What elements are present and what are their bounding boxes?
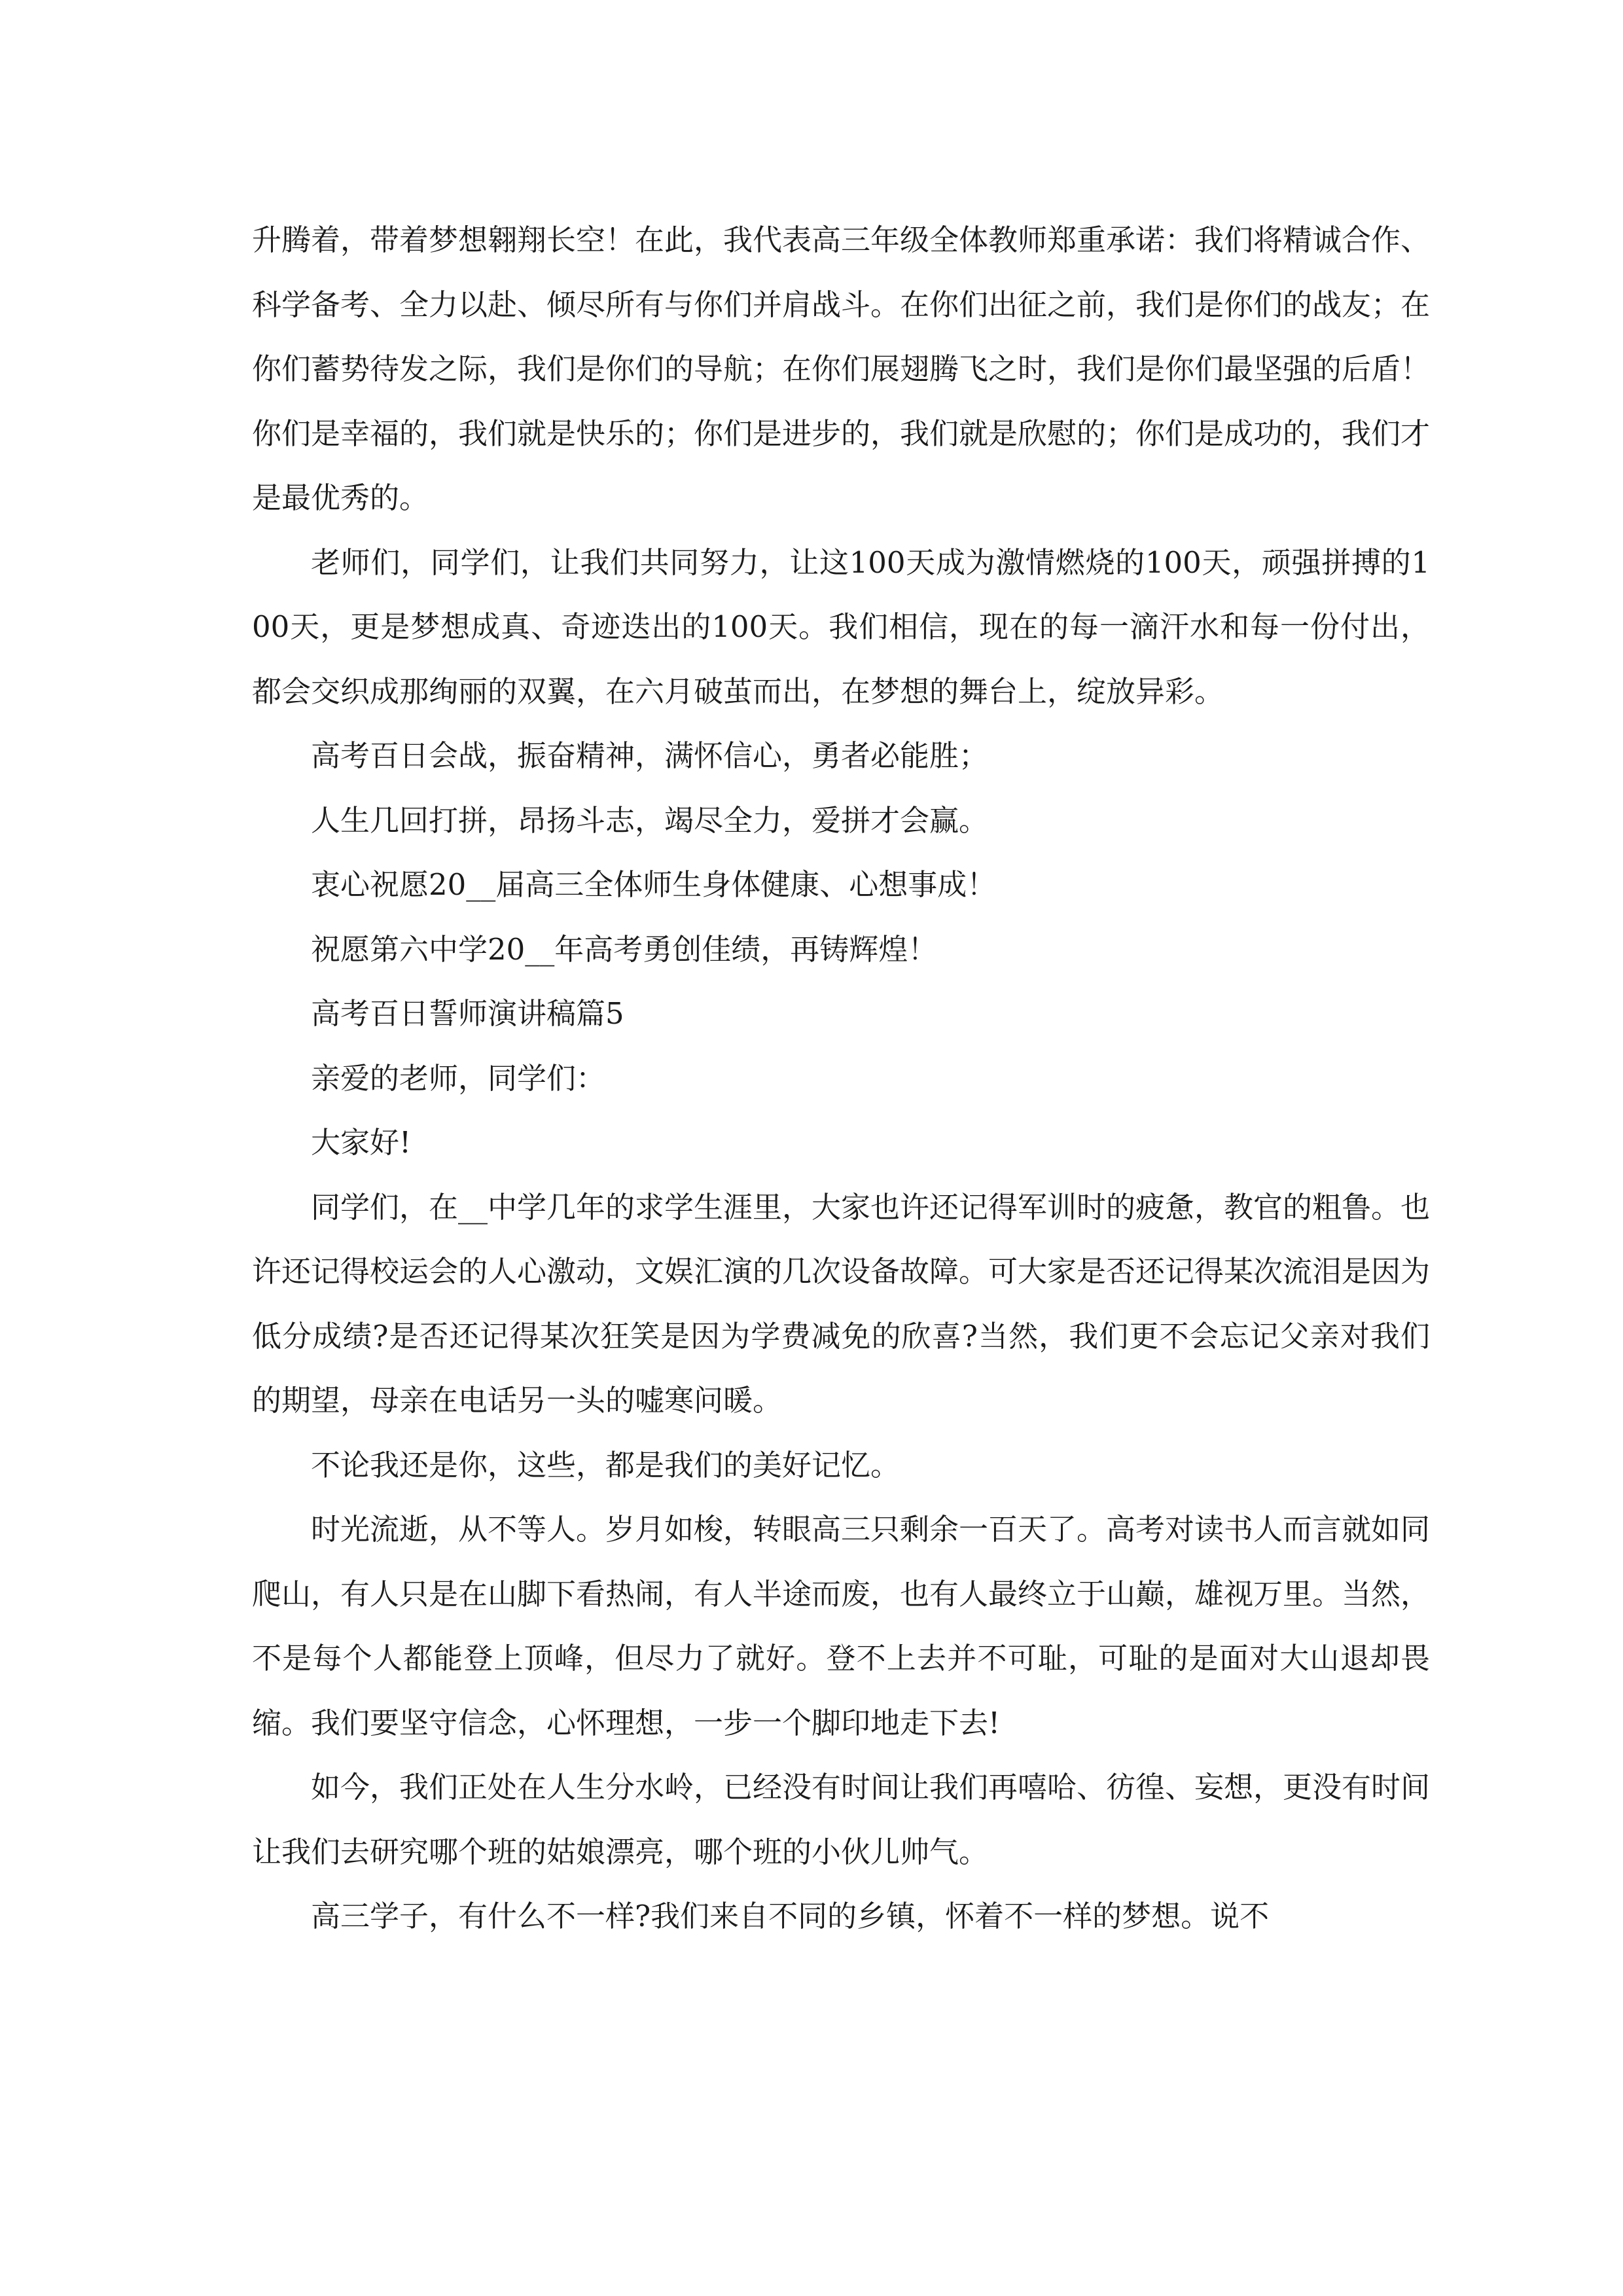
paragraph-2: 老师们，同学们，让我们共同努力，让这100天成为激情燃烧的100天，顽强拼搏的100天，更是梦想成真、奇迹迭出的100天。我们相信，现在的每一滴汗水和每一份付出，都会交织成那绚丽的双翼，在六月破茧而出，在梦想的舞台上，绽放异彩。 (252, 545, 1430, 709)
salutation: 亲爱的老师，同学们： (311, 1060, 606, 1096)
section-title: 高考百日誓师演讲稿篇5 (311, 996, 624, 1031)
paragraph-watershed: 如今，我们正处在人生分水岭，已经没有时间让我们再嘻哈、彷徨、妄想，更没有时间让我们去研究哪个班的姑娘漂亮，哪个班的小伙儿帅气。 (252, 1770, 1431, 1869)
wish-line-2: 祝愿第六中学20__年高考勇创佳绩，再铸辉煌！ (311, 931, 938, 967)
paragraph-time: 时光流逝，从不等人。岁月如梭，转眼高三只剩余一百天了。高考对读书人而言就如同爬山，有人只是在山脚下看热闹，有人半途而废，也有人最终立于山巅，雄视万里。当然，不是每个人都能登上顶峰，但尽力了就好。登不上去并不可耻，可耻的是面对大山退却畏缩。我们要坚守信念，心怀理想，一步一个脚印地走下去! (252, 1512, 1431, 1740)
wish-line-1: 衷心祝愿20__届高三全体师生身体健康、心想事成！ (311, 867, 997, 902)
document-body (252, 208, 1430, 1949)
paragraph-1: 升腾着，带着梦想翱翔长空！在此，我代表高三年级全体教师郑重承诺：我们将精诚合作、科学备考、全力以赴、倾尽所有与你们并肩战斗。在你们出征之前，我们是你们的战友；在你们蓄势待发之际，我们是你们的导航；在你们展翅腾飞之时，我们是你们最坚强的后盾！你们是幸福的，我们就是快乐的；你们是进步的，我们就是欣慰的；你们是成功的，我们才是最优秀的。 (252, 223, 1431, 515)
paragraph-short: 不论我还是你，这些，都是我们的美好记忆。 (311, 1447, 901, 1482)
greeting: 大家好! (311, 1125, 412, 1160)
paragraph-students: 高三学子，有什么不一样?我们来自不同的乡镇，怀着不一样的梦想。说不 (311, 1899, 1270, 1933)
slogan-line-2: 人生几回打拼，昂扬斗志，竭尽全力，爱拼才会赢。 (311, 802, 989, 838)
paragraph-memories: 同学们，在__中学几年的求学生涯里，大家也许还记得军训时的疲惫，教官的粗鲁。也许还记得校运会的人心激动，文娱汇演的几次设备故障。可大家是否还记得某次流泪是因为低分成绩?是否还记得某次狂笑是因为学费减免的欣喜?当然，我们更不会忘记父亲对我们的期望，母亲在电话另一头的嘘寒问暖。 (252, 1189, 1431, 1418)
slogan-line-1: 高考百日会战，振奋精神，满怀信心，勇者必能胜； (311, 738, 989, 773)
